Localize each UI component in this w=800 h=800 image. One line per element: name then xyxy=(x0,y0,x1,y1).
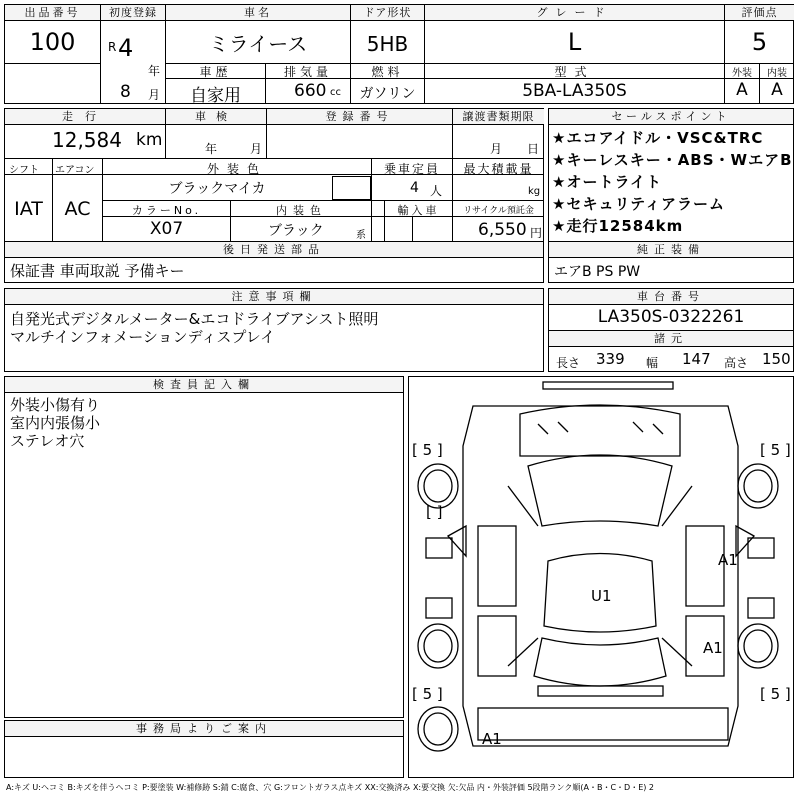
office-label: 事務局よりご案内 xyxy=(5,721,403,737)
dims-label: 諸元 xyxy=(549,331,793,347)
tire-rating: [ ] xyxy=(426,503,443,521)
inspection-label: 車検 xyxy=(166,109,266,125)
notes-label: 注意事項欄 xyxy=(5,289,543,305)
interior-label: 内装 xyxy=(767,68,787,79)
month-unit: 月 xyxy=(148,88,161,102)
exterior-color-label: 外装色 xyxy=(206,162,267,176)
interior-color-unit: 系 xyxy=(356,230,366,241)
lot-number-label: 出品番号 xyxy=(5,5,100,21)
transfer-day-unit: 日 xyxy=(527,142,540,156)
later-parts-label: 後日発送部品 xyxy=(5,242,543,258)
registration-no-label: 登録番号 xyxy=(267,109,452,125)
reg-month: 8 xyxy=(120,82,131,102)
sales-point: ★走行12584km xyxy=(552,217,684,235)
capacity-unit: 人 xyxy=(430,184,443,198)
damage-mark: A1 xyxy=(482,730,502,748)
chassis-number: LA350S-0322261 xyxy=(597,307,745,327)
aircon: AC xyxy=(64,198,91,220)
mileage: 12,584 xyxy=(52,128,122,152)
max-load-label: 最大積載量 xyxy=(463,162,534,176)
grade: L xyxy=(567,28,582,56)
inspection-year-unit: 年 xyxy=(205,142,218,156)
transfer-deadline-label: 譲渡書類期限 xyxy=(453,109,544,125)
score-label: 評価点 xyxy=(725,5,794,21)
aircon-label: エアコン xyxy=(55,165,95,176)
exterior-grade: A xyxy=(736,80,748,100)
note-line: 自発光式デジタルメーター&エコドライブアシスト照明 xyxy=(10,310,379,328)
transfer-month-unit: 月 xyxy=(490,142,503,156)
tire-rating: [ 5 ] xyxy=(760,685,791,703)
max-load-unit: kg xyxy=(528,186,541,197)
sales-point: ★セキュリティアラーム xyxy=(552,195,725,213)
equipment: エアB PS PW xyxy=(554,264,641,280)
sales-point: ★キーレスキー・ABS・WエアB xyxy=(552,151,793,169)
interior-color: ブラック xyxy=(268,223,324,239)
cc-unit: cc xyxy=(330,87,341,98)
exterior-label: 外装 xyxy=(732,68,752,79)
inspector-lines xyxy=(10,396,100,450)
interior-color-label: 内装色 xyxy=(276,204,327,217)
recycle-fee: 6,550 xyxy=(478,220,527,240)
note-line: マルチインフォメーションディスプレイ xyxy=(10,328,276,346)
damage-mark: A1 xyxy=(703,639,723,657)
car-diagram xyxy=(408,376,794,778)
fuel-label: 燃料 xyxy=(371,65,404,79)
grade-label: グレード xyxy=(425,5,724,21)
inspector-line: 室内内張傷小 xyxy=(10,414,101,432)
fuel: ガソリン xyxy=(359,86,416,102)
era: R xyxy=(108,40,117,54)
sales-points-list xyxy=(552,127,793,237)
capacity: 4 xyxy=(410,180,419,196)
model-label: 型式 xyxy=(554,65,595,79)
length-label: 長さ xyxy=(556,356,581,370)
notes-lines xyxy=(10,310,378,346)
height: 150 xyxy=(762,350,791,368)
later-parts: 保証書 車両取説 予備キー xyxy=(10,262,185,280)
door-type: 5HB xyxy=(366,32,409,56)
yen-unit: 円 xyxy=(530,226,543,240)
history: 自家用 xyxy=(190,86,241,106)
damage-mark: U1 xyxy=(591,587,612,605)
import-label: 輸入車 xyxy=(397,204,440,217)
exterior-color: ブラックマイカ xyxy=(168,181,266,197)
inspector-line: ステレオ穴 xyxy=(10,432,85,450)
width: 147 xyxy=(682,350,711,368)
interior-grade: A xyxy=(771,80,783,100)
tire-rating: [ 5 ] xyxy=(412,685,443,703)
first-registration-label: 初度登録 xyxy=(101,5,165,21)
color-no-label: カラーNo. xyxy=(131,204,202,217)
model-code: 5BA-LA350S xyxy=(522,81,627,101)
length: 339 xyxy=(596,350,625,368)
sales-points-label: セールスポイント xyxy=(549,109,793,125)
damage-mark: A1 xyxy=(718,551,738,569)
history-label: 車歴 xyxy=(199,65,232,79)
overall-score: 5 xyxy=(751,28,768,56)
height-label: 高さ xyxy=(724,356,749,370)
shift-label: シフト xyxy=(9,165,39,176)
door-label: ドア形状 xyxy=(351,5,424,21)
recycle-label: リサイクル預託金 xyxy=(463,206,534,216)
tire-rating: [ 5 ] xyxy=(412,441,443,459)
reg-year: 4 xyxy=(118,34,134,62)
inspector-label: 検査員記入欄 xyxy=(5,377,403,393)
capacity-label: 乗車定員 xyxy=(383,162,440,176)
mileage-unit: km xyxy=(136,130,163,150)
displacement-label: 排気量 xyxy=(283,65,332,79)
displacement: 660 xyxy=(294,81,327,101)
mileage-label: 走行 xyxy=(5,109,165,125)
lot-number: 100 xyxy=(29,28,76,56)
car-name: ミライース xyxy=(208,32,308,56)
inspection-month-unit: 月 xyxy=(250,142,263,156)
legend: A:キズ U:ヘコミ B:キズを伴うヘコミ P:要塗装 W:補修跡 S:錆 C:腐食、穴 G:フロントガラス点キズ XX:交換済み X:要交換 欠:欠品 内・外装評価 5段階ランク順(A・B・C・D・E) 2 xyxy=(6,783,655,792)
inspector-line: 外装小傷有り xyxy=(10,396,101,414)
car-name-label: 車名 xyxy=(166,5,350,21)
shift: IAT xyxy=(14,198,43,220)
equipment-label: 純正装備 xyxy=(549,242,793,258)
color-swatch xyxy=(332,176,371,200)
tire-rating: [ 5 ] xyxy=(760,441,791,459)
sales-point: ★エコアイドル・VSC&TRC xyxy=(552,129,764,147)
year-unit: 年 xyxy=(148,64,161,78)
color-no: X07 xyxy=(149,219,184,239)
width-label: 幅 xyxy=(646,356,659,370)
sales-point: ★オートライト xyxy=(552,173,662,191)
chassis-label: 車台番号 xyxy=(549,289,793,305)
